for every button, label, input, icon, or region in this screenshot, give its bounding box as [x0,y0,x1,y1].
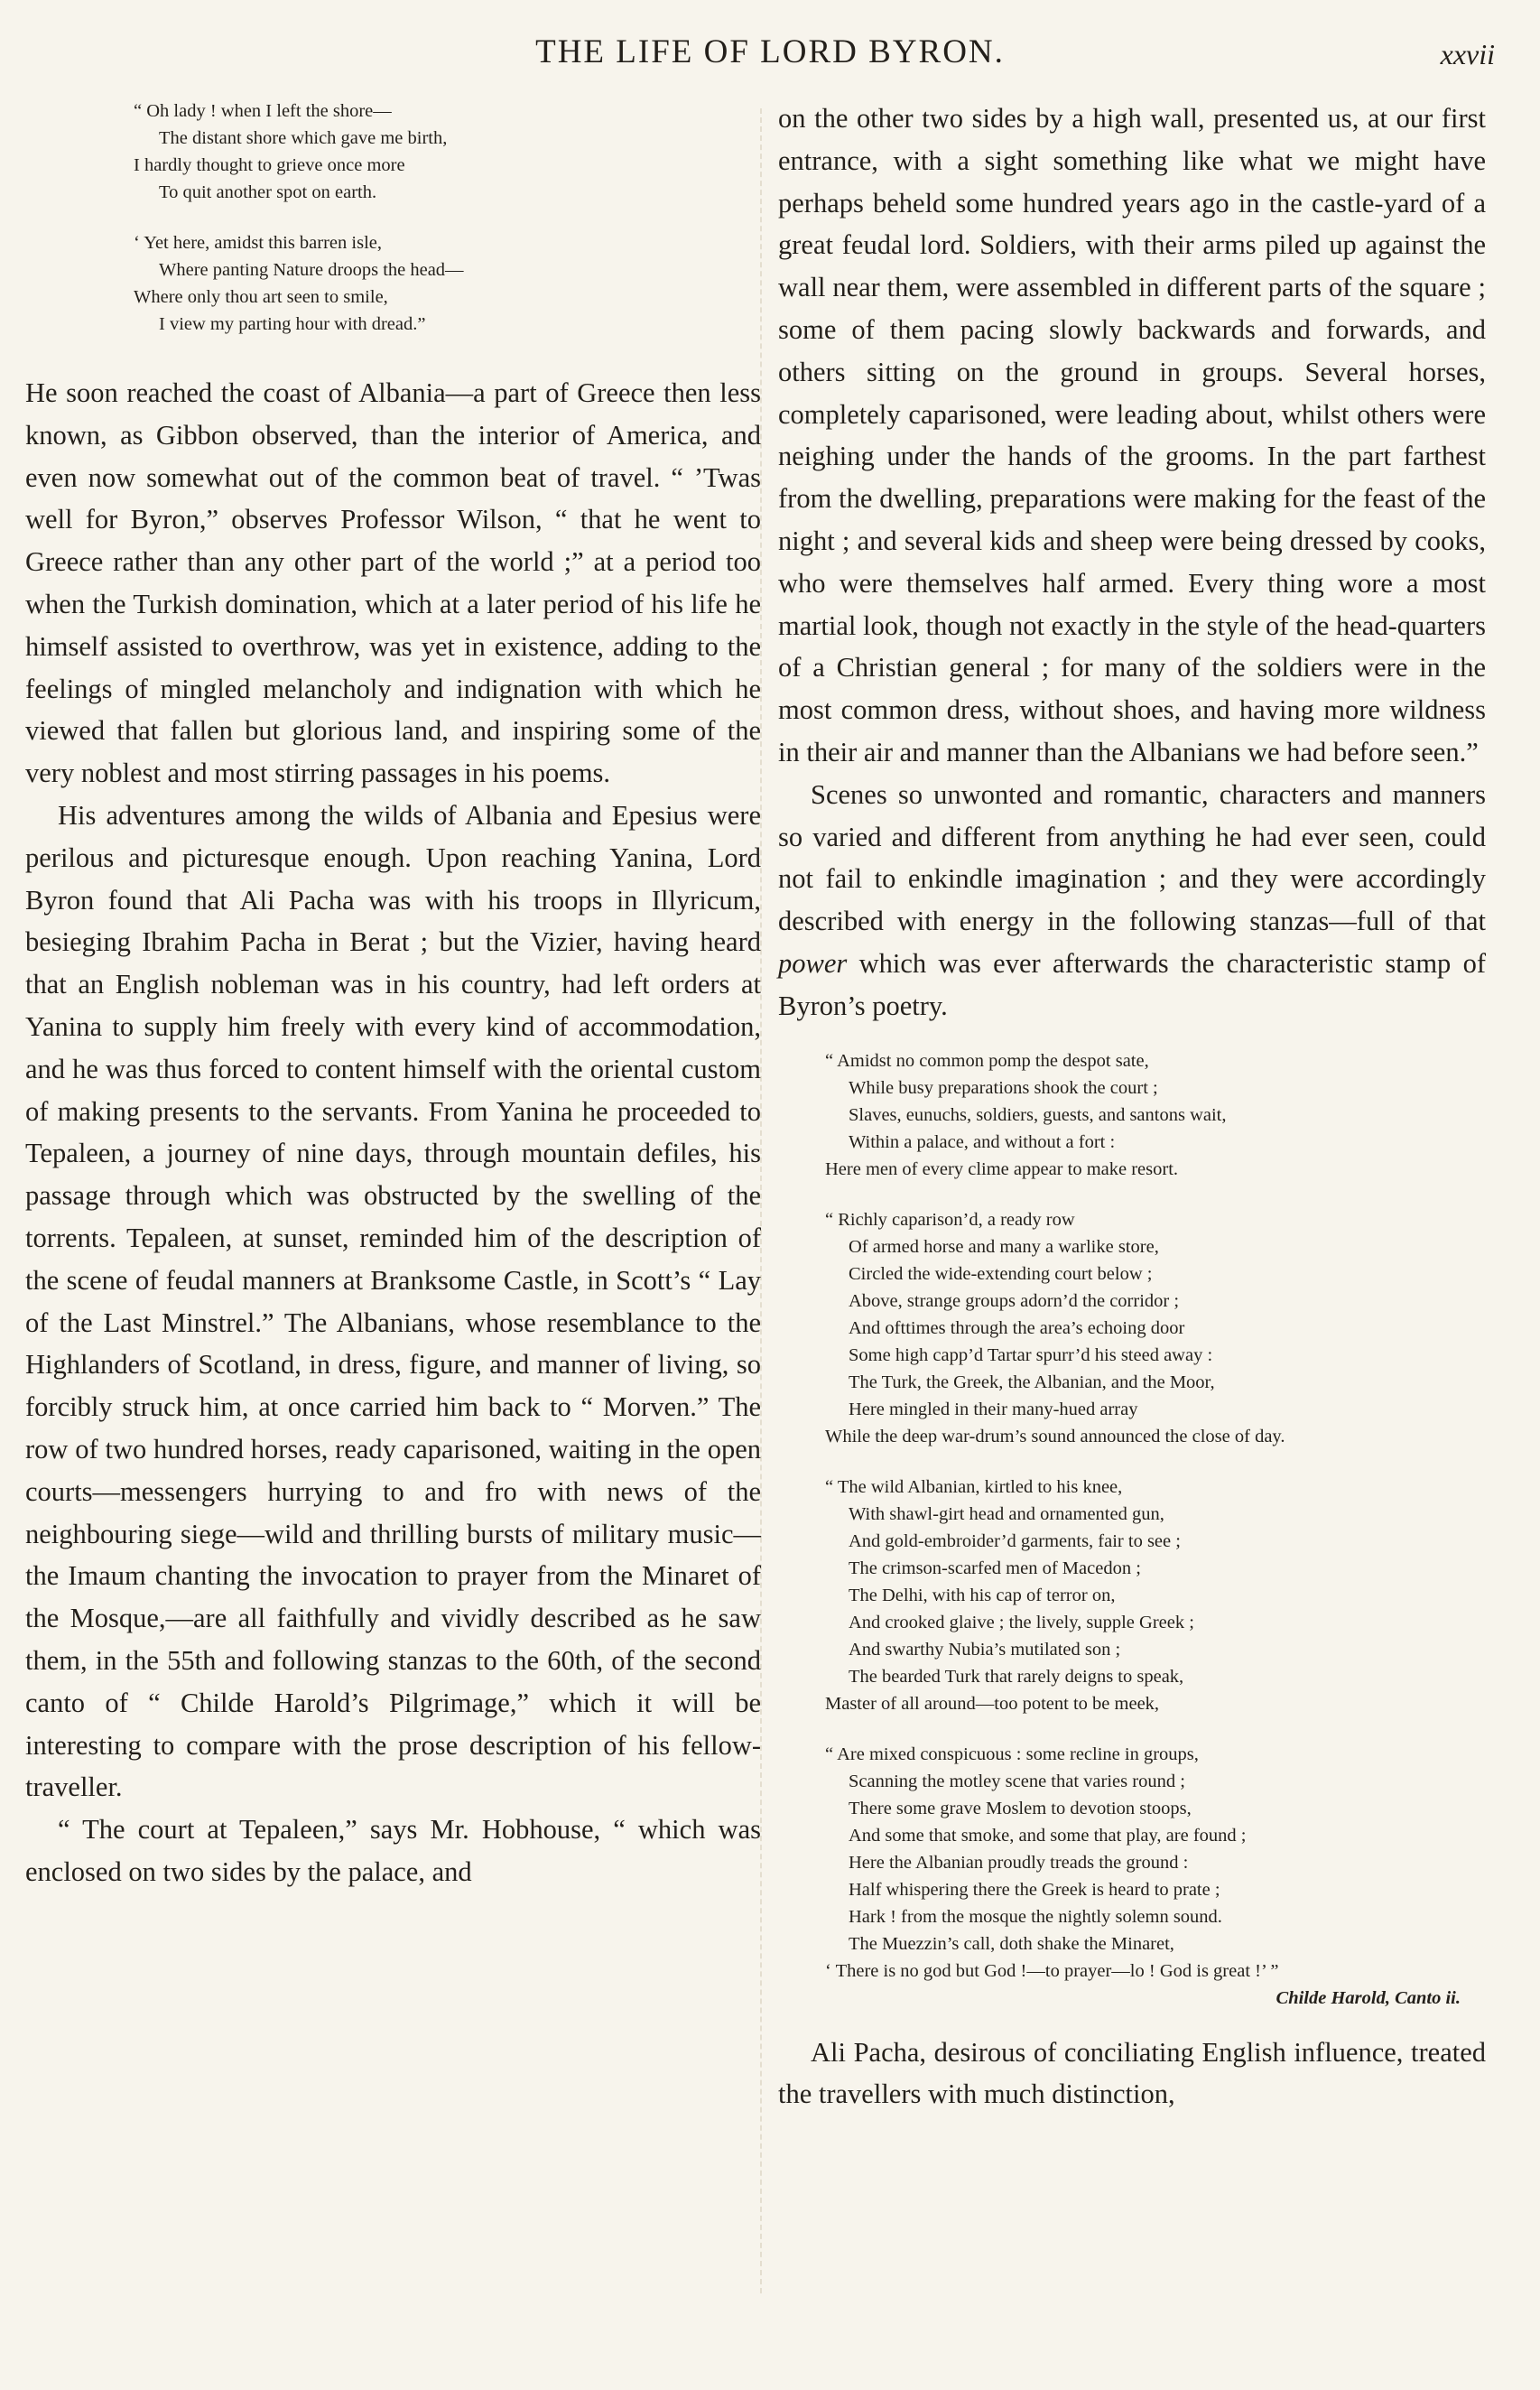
verse-stanza [825,1206,1486,1450]
verse-line: ‘ Yet here, amidst this barren isle, [134,233,382,253]
verse-line: To quit another spot on earth. [159,182,377,202]
verse-line: Here the Albanian proudly treads the ground : [849,1852,1189,1873]
paragraph-text: Scenes so unwonted and romantic, characters and manners so varied and different from anything he had ever seen, could not fail to enkindle imagination ; and they were accordingly described with energy in the following stanzas—full of that [778,778,1486,937]
verse-line: Hark ! from the mosque the nightly solemn sound. [849,1906,1222,1927]
childe-harold-verse [825,1047,1486,2012]
verse-attribution: Childe Harold, Canto ii. [1276,1987,1461,2008]
verse-line: “ Are mixed conspicuous : some recline in groups, [825,1744,1199,1764]
verse-line: Here mingled in their many-hued array [849,1399,1138,1419]
paragraph: He soon reached the coast of Albania—a part of Greece then less known, as Gibbon observed, than the interior of America, and even now somewhat out of the common beat of travel. “ ’Twas well for Byron,” observes Professor Wilson, “ that he went to Greece rather than any other part of the world ;” at a period too when the Turkish domination, which at a later period of his life he himself assisted to overthrow, was yet in existence, adding to the feelings of mingled melancholy and indignation with which he viewed that fallen but glorious land, and inspiring some of the very noblest and most stirring passages in his poems. [25,377,761,789]
verse-line: Half whispering there the Greek is heard to prate ; [849,1879,1220,1900]
verse-line: The crimson-scarfed men of Macedon ; [849,1558,1141,1578]
verse-line: With shawl-girt head and ornamented gun, [849,1503,1164,1524]
paragraph [778,774,1486,1028]
emphasis-text: power [778,947,848,979]
verse-line: “ The wild Albanian, kirtled to his knee, [825,1476,1123,1497]
right-prose-bottom [778,2032,1486,2116]
verse-line: Here men of every clime appear to make resort. [825,1158,1179,1179]
verse-line: Within a palace, and without a fort : [849,1131,1116,1152]
opening-verse [134,98,761,338]
paragraph: “ The court at Tepaleen,” says Mr. Hobhouse, “ which was enclosed on two sides by the palace, and [25,1814,761,1887]
verse-line: Where panting Nature droops the head— [159,260,464,280]
verse-line: While the deep war-drum’s sound announced the close of day. [825,1426,1285,1446]
verse-stanza [134,229,761,338]
verse-stanza [825,1047,1486,1183]
paragraph: on the other two sides by a high wall, presented us, at our first entrance, with a sight something like what we might have perhaps beheld some hundred years ago in the castle-yard of a great feudal lord. Soldiers, with their arms piled up against the wall near them, were assembled in different parts of the square ; some of them pacing slowly backwards and forwards, and others sitting on the ground in groups. Several horses, completely caparisoned, were leading about, whilst others were neighing under the hands of the grooms. In the part farthest from the dwelling, preparations were making for the feast of the night ; and several kids and sheep were being dressed by cooks, who were themselves half armed. Every thing wore a most martial look, though not exactly in the style of the head-quarters of a Christian general ; for many of the soldiers were in the most common dress, without shoes, and having more wildness in their air and manner than the Albanians we had before seen.” [778,103,1486,767]
verse-line: And swarthy Nubia’s mutilated son ; [849,1639,1121,1660]
running-title: THE LIFE OF LORD BYRON. [535,33,1005,70]
verse-line: “ Richly caparison’d, a ready row [825,1209,1075,1230]
verse-line: Circled the wide-extending court below ; [849,1263,1153,1284]
verse-line: The Delhi, with his cap of terror on, [849,1585,1116,1605]
verse-line: Some high capp’d Tartar spurr’d his steed away : [849,1344,1213,1365]
page-header [0,33,1540,87]
verse-line: Above, strange groups adorn’d the corridor ; [849,1290,1180,1311]
verse-line: Master of all around—too potent to be meek, [825,1693,1160,1714]
verse-line: “ Amidst no common pomp the despot sate, [825,1050,1149,1071]
verse-line: The distant shore which gave me birth, [159,128,448,148]
verse-line: I hardly thought to grieve once more [134,155,405,175]
verse-line: There some grave Moslem to devotion stoops, [849,1798,1192,1818]
verse-stanza [825,1474,1486,1717]
paragraph: His adventures among the wilds of Albania and Epesius were perilous and picturesque enough. Upon reaching Yanina, Lord Byron found that Ali Pacha was with his troops in Illyricum, besieging Ibrahim Pacha in Berat ; but the Vizier, having heard that an English nobleman was in his country, had left orders at Yanina to supply him freely with every kind of accommodation, and he was thus forced to content himself with the oriental custom of making presents to the servants. From Yanina he proceeded to Tepaleen, a journey of nine days, through mountain defiles, his passage through which was obstructed by the swelling of the torrents. Tepaleen, at sunset, reminded him of the description of the scene of feudal manners at Branksome Castle, in Scott’s “ Lay of the Last Minstrel.” The Albanians, whose resemblance to the Highlanders of Scotland, in dress, figure, and manner of living, so forcibly struck him, at once carried him back to “ Morven.” The row of two hundred horses, ready caparisoned, waiting in the open courts—messengers hurrying to and fro with news of the neighbouring siege—wild and thrilling bursts of military music—the Imaum chanting the invocation to prayer from the Minaret of the Mosque,—are all faithfully and vividly described as he saw them, in the 55th and following stanzas to the 60th, of the second canto of “ Childe Harold’s Pilgrimage,” which it will be interesting to compare with the prose description of his fellow-traveller. [25,799,761,1803]
verse-line: Of armed horse and many a warlike store, [849,1236,1159,1257]
verse-line: “ Oh lady ! when I left the shore— [134,101,392,121]
verse-line: The Muezzin’s call, doth shake the Minaret, [849,1933,1174,1954]
left-prose [25,372,761,1893]
page-number: xxvii [1440,38,1495,70]
paragraph-text: which was ever afterwards the characteristic stamp of Byron’s poetry. [778,947,1487,1021]
verse-line: Where only thou art seen to smile, [134,287,388,307]
right-prose-top [778,98,1486,1028]
verse-line: And gold-embroider’d garments, fair to see ; [849,1530,1181,1551]
verse-stanza [825,1741,1486,2012]
verse-line: I view my parting hour with dread.” [159,314,426,334]
verse-line: The bearded Turk that rarely deigns to speak, [849,1666,1184,1687]
verse-line: And ofttimes through the area’s echoing door [849,1317,1185,1338]
verse-line: And crooked glaive ; the lively, supple Greek ; [849,1612,1194,1632]
verse-line: Scanning the motley scene that varies round ; [849,1771,1185,1791]
verse-line: While busy preparations shook the court ; [849,1077,1158,1098]
verse-line: Slaves, eunuchs, soldiers, guests, and santons wait, [849,1104,1227,1125]
verse-line: The Turk, the Greek, the Albanian, and the Moor, [849,1372,1215,1392]
verse-stanza [134,98,761,206]
right-column [778,98,1486,2116]
verse-line: And some that smoke, and some that play, are found ; [849,1825,1247,1846]
left-column [25,98,761,1893]
paragraph: Ali Pacha, desirous of conciliating English influence, treated the travellers with much distinction, [778,2036,1486,2110]
verse-line: ‘ There is no god but God !—to prayer—lo ! God is great !’ ” [825,1960,1279,1981]
